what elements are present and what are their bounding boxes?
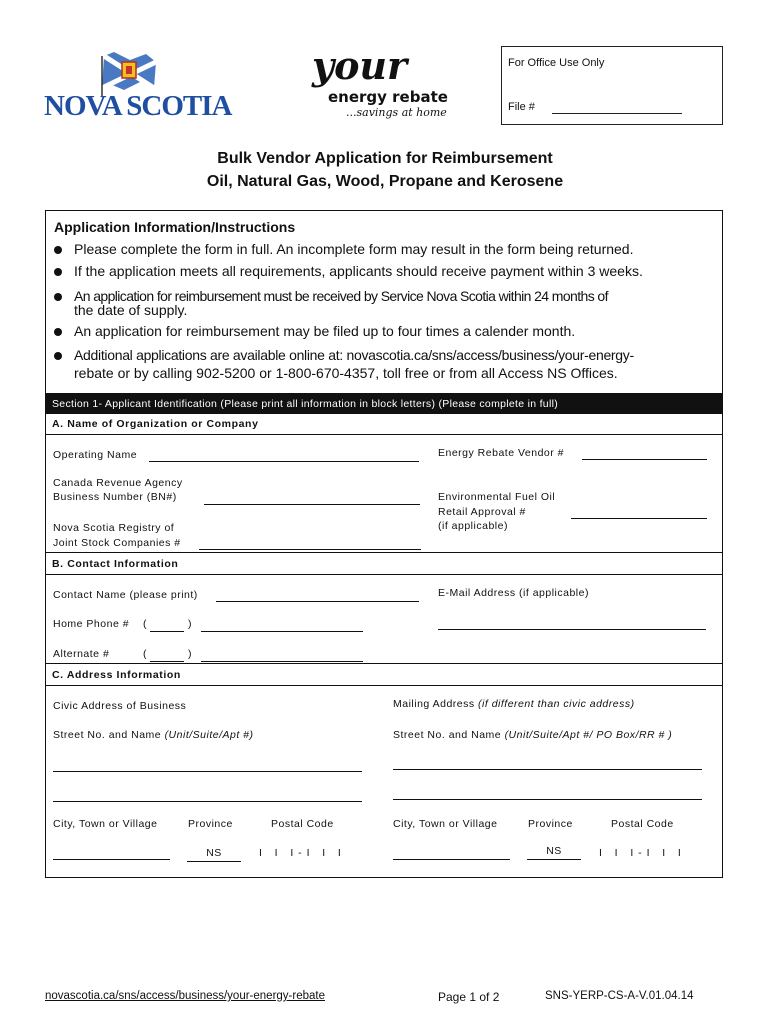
section-c-title: C. Address Information — [52, 669, 181, 681]
postal-label-left: Postal Code — [271, 818, 334, 830]
form-title: Bulk Vendor Application for Reimbursement — [217, 150, 553, 167]
paren-open: ( — [143, 618, 147, 630]
mailing-address-text: Mailing Address — [393, 698, 475, 710]
nova-scotia-logo — [44, 48, 232, 128]
nsr-label-2: Joint Stock Companies # — [53, 537, 181, 549]
efo-label-2: Retail Approval # — [438, 506, 526, 518]
alternate-phone-area-field[interactable] — [150, 661, 184, 662]
civic-street-field-1[interactable] — [53, 771, 362, 772]
divider — [46, 685, 722, 686]
instructions-heading: Application Information/Instructions — [54, 219, 296, 235]
section-a-title: A. Name of Organization or Company — [52, 418, 259, 430]
registry-number-field[interactable] — [199, 549, 421, 550]
cra-label-2: Business Number (BN#) — [53, 491, 177, 503]
contact-name-field[interactable] — [216, 601, 419, 602]
instruction-2: If the application meets all requirements, applicants should receive payment within 3 weeks. — [74, 263, 643, 279]
vendor-number-label: Energy Rebate Vendor # — [438, 447, 564, 459]
province-label-right: Province — [528, 818, 573, 830]
form-box — [45, 210, 723, 878]
civic-province-field: NS — [187, 846, 241, 862]
efo-approval-field[interactable] — [571, 518, 707, 519]
efo-label-1: Environmental Fuel Oil — [438, 491, 556, 503]
home-phone-label: Home Phone # — [53, 618, 130, 630]
section-1-header: Section 1- Applicant Identification (Please print all information in block letters) (Please complete in full) — [46, 393, 722, 414]
logo-energy-rebate: energy rebate — [328, 88, 448, 106]
office-use-box — [501, 46, 723, 125]
street-text: Street No. and Name — [393, 729, 502, 741]
mailing-street-field-2[interactable] — [393, 799, 702, 800]
mailing-province-field: NS — [527, 844, 581, 860]
footer-code: SNS-YERP-CS-A-V.01.04.14 — [545, 990, 694, 1002]
mailing-city-field[interactable] — [393, 859, 510, 860]
civic-postal-field[interactable]: I I I - I I I — [259, 847, 342, 859]
paren-open: ( — [143, 648, 147, 660]
cra-label-1: Canada Revenue Agency — [53, 477, 183, 489]
bullet-icon — [54, 268, 62, 276]
bullet-icon — [54, 246, 62, 254]
divider — [46, 663, 722, 664]
bullet-icon — [54, 293, 62, 301]
paren-close: ) — [188, 618, 192, 630]
logo-your: your — [312, 43, 408, 88]
street-note-left: (Unit/Suite/Apt #) — [164, 729, 254, 741]
street-label-left — [53, 728, 254, 743]
alternate-phone-label: Alternate # — [53, 648, 110, 660]
instruction-1: Please complete the form in full. An incomplete form may result in the form being returned. — [74, 241, 634, 257]
email-label: E-Mail Address (if applicable) — [438, 587, 589, 599]
mailing-address-label — [393, 697, 635, 712]
operating-name-label: Operating Name — [53, 449, 138, 461]
paren-close: ) — [188, 648, 192, 660]
instruction-5a: Additional applications are available online at: novascotia.ca/sns/access/business/your-energy- — [74, 347, 634, 363]
instruction-3a: An application for reimbursement must be received by Service Nova Scotia within 24 months of — [74, 288, 608, 304]
divider — [46, 434, 722, 435]
instruction-5b: rebate or by calling 902-5200 or 1-800-670-4357, toll free or from all Access NS Offices. — [74, 365, 618, 381]
form-subtitle: Oil, Natural Gas, Wood, Propane and Kerosene — [206, 173, 564, 190]
instruction-3b: the date of supply. — [74, 302, 188, 318]
file-number-field[interactable] — [552, 113, 682, 114]
nova-scotia-wordmark: NOVA SCOTIA — [44, 90, 232, 122]
section-b-title: B. Contact Information — [52, 558, 179, 570]
civic-address-label: Civic Address of Business — [53, 700, 187, 712]
mailing-address-note: (if different than civic address) — [478, 698, 635, 710]
home-phone-area-field[interactable] — [150, 631, 184, 632]
email-field[interactable] — [438, 629, 706, 630]
civic-city-field[interactable] — [53, 859, 170, 860]
nsr-label-1: Nova Scotia Registry of — [53, 522, 175, 534]
footer-page: Page 1 of 2 — [438, 990, 500, 1004]
contact-name-label: Contact Name (please print) — [53, 589, 198, 601]
logo-tagline: ...savings at home — [346, 106, 447, 119]
energy-rebate-logo — [312, 43, 452, 124]
city-label-right: City, Town or Village — [393, 818, 498, 830]
street-label-right — [393, 728, 672, 743]
alternate-phone-field[interactable] — [201, 661, 363, 662]
efo-label-3: (if applicable) — [438, 520, 508, 532]
street-text: Street No. and Name — [53, 729, 162, 741]
mailing-street-field-1[interactable] — [393, 769, 702, 770]
footer-url[interactable]: novascotia.ca/sns/access/business/your-energy-rebate — [45, 990, 325, 1002]
city-label-left: City, Town or Village — [53, 818, 158, 830]
mailing-postal-field[interactable]: I I I - I I I — [599, 847, 682, 859]
business-number-field[interactable] — [204, 504, 420, 505]
operating-name-field[interactable] — [149, 461, 419, 462]
bullet-icon — [54, 328, 62, 336]
file-number-label: File # — [508, 101, 535, 113]
office-use-label: For Office Use Only — [508, 57, 605, 69]
divider — [46, 552, 722, 553]
home-phone-field[interactable] — [201, 631, 363, 632]
divider — [46, 574, 722, 575]
civic-street-field-2[interactable] — [53, 801, 362, 802]
instruction-4: An application for reimbursement may be filed up to four times a calender month. — [74, 323, 576, 339]
street-note-right: (Unit/Suite/Apt #/ PO Box/RR # ) — [504, 729, 673, 741]
bullet-icon — [54, 352, 62, 360]
province-label-left: Province — [188, 818, 233, 830]
postal-label-right: Postal Code — [611, 818, 674, 830]
vendor-number-field[interactable] — [582, 459, 707, 460]
